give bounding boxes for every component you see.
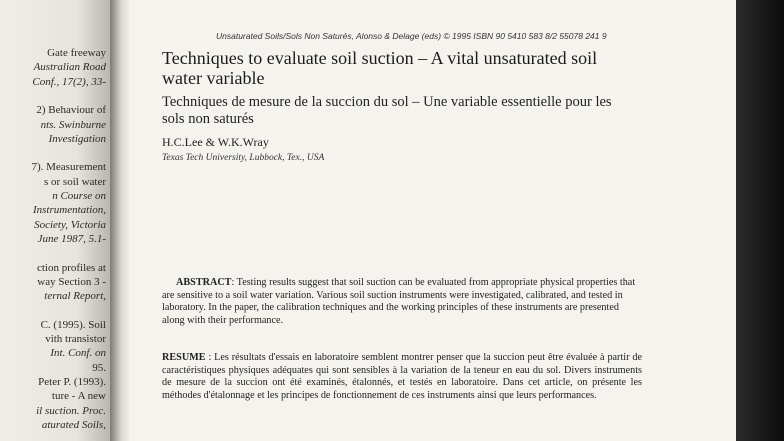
left-page-line: Australian Road [33,61,106,74]
book-edge-shadow [736,0,784,441]
left-page-line: s or soil water [43,175,106,188]
left-page-line: il suction. Proc. [36,404,106,417]
left-page-line: Conf., 17(2), 33- [32,75,106,88]
paper-title-english: Techniques to evaluate soil suction – A vital unsaturated soil water variable [162,48,598,88]
left-page-line: ture - A new [51,390,106,403]
book-gutter [110,0,130,441]
resume-text: : Les résultats d'essais en laboratoire semblent montrer penser que la succion peut être évaluée à partir de caractéristiques physiques adéquates qui sont sensibles à la variation de la teneur en eau du sol. Divers instruments de mesure de la succion ont été examinés, étalonnés, et testés en laboratoire. Dans cet article, on présente les méthodes d'étalonnage et les principes de fonctionnement de ces instruments ainsi que leurs performances. [162,352,642,401]
left-page-line: Gate freeway [47,47,106,59]
abstract-label: ABSTRACT [176,277,232,288]
left-page-line: Investigation [48,132,106,145]
left-page-line: C. (1995). Soil [40,318,106,331]
left-page-line: Instrumentation, [32,204,106,217]
abstract-paragraph [162,277,642,327]
left-page-line: nts. Swinburne [40,118,106,131]
affiliation: Texas Tech University, Lubbock, Tex., USA [162,153,325,163]
left-page-line: Society, Victoria [34,218,106,231]
left-page-line: 95. [92,361,106,374]
abstract-text: : Testing results suggest that soil suction can be evaluated from appropriate physical properties that are sensitive to a soil water variation. Various soil suction instruments were investigated, calibrated, and tested in laboratory. In the paper, the calibration techniques and the working principles of these instruments are presented along with their performance. [162,277,636,326]
left-page-line: ternal Report, [44,290,106,303]
resume-paragraph [162,352,642,402]
resume-label: RESUME [162,352,206,363]
left-page-line: 2) Behaviour of [36,104,106,117]
left-page-line: n Course on [52,190,106,202]
left-page [0,0,110,441]
left-page-line: vith transistor [45,333,106,345]
authors: H.C.Lee & W.K.Wray [162,135,269,149]
left-page-line: 7). Measurement [31,161,106,174]
left-page-line: aturated Soils, [41,418,106,431]
right-page [130,0,736,441]
left-page-line: way Section 3 - [37,275,106,288]
paper-title-french: Techniques de mesure de la succion du sol – Une variable essentielle pour les sols non saturés [162,94,612,127]
running-header: Unsaturated Soils/Sols Non Saturés, Alonso & Delage (eds) © 1995 ISBN 90 5410 583 8/2 55078 241 9 [216,31,607,41]
left-page-line: Int. Conf. on [50,347,106,360]
left-page-line: Peter P. (1993). [38,375,106,388]
left-page-line: June 1987, 5.1- [37,232,106,245]
left-page-line: ction profiles at [36,261,106,274]
